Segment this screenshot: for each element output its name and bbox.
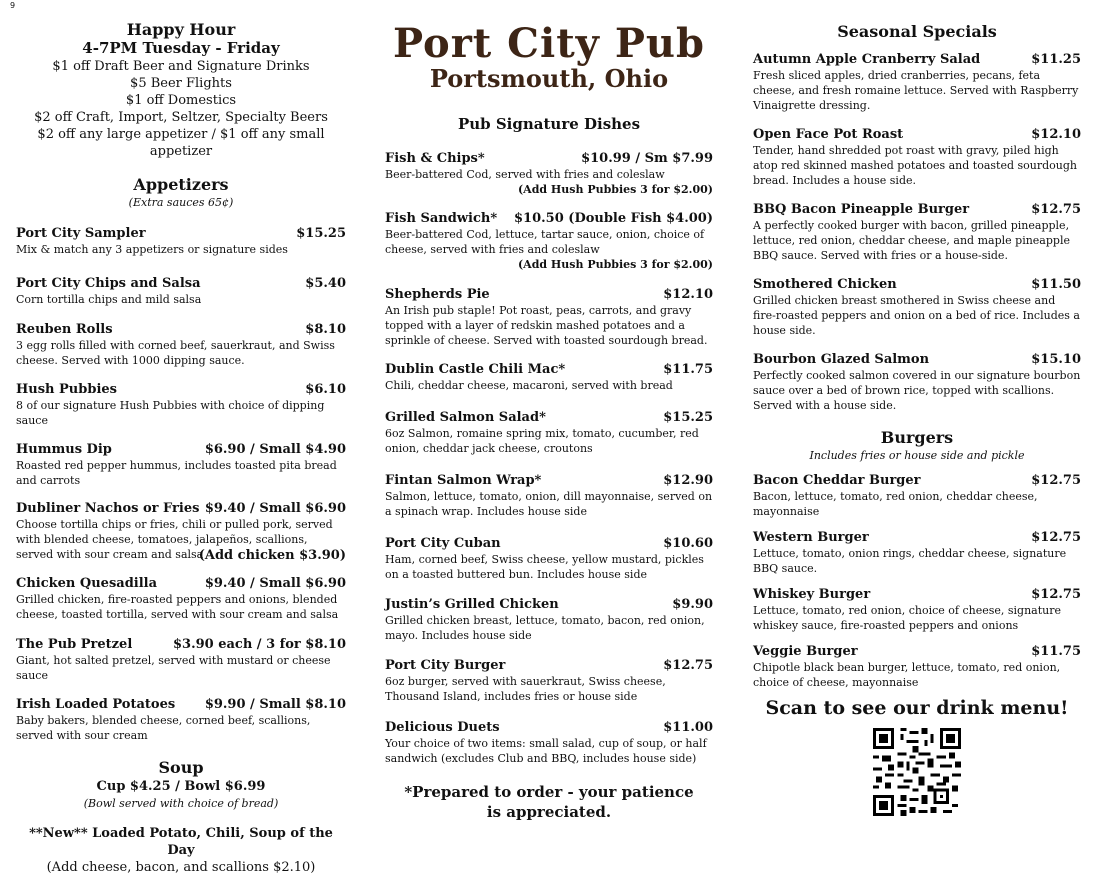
logo-subtitle: Portsmouth, Ohio bbox=[429, 64, 669, 93]
item-description: Tender, hand shredded pot roast with gravy, piled high atop red skinned mashed potatoes and toasted sourdough bread. Includes a house side. bbox=[753, 144, 1077, 187]
item-description: Your choice of two items: small salad, cup of soup, or half sandwich (excludes Club and BBQ, includes house side) bbox=[385, 737, 707, 765]
item-description: Beer-battered Cod, lettuce, tartar sauce, onion, choice of cheese, served with fries and coleslaw bbox=[385, 228, 705, 256]
item-price: $11.25 bbox=[1031, 52, 1081, 67]
item-description: Chipotle black bean burger, lettuce, tomato, red onion, choice of cheese, mayonnaise bbox=[753, 661, 1061, 689]
menu-item bbox=[753, 277, 1081, 338]
item-price: $6.90 / Small $4.90 bbox=[204, 442, 346, 457]
item-description: Mix & match any 3 appetizers or signature sides bbox=[16, 243, 288, 256]
menu-item bbox=[753, 52, 1081, 113]
item-description: Grilled chicken, fire-roasted peppers and onions, blended cheese, toasted tortilla, served with sour cream and salsa bbox=[16, 593, 339, 621]
item-name: Dublin Castle Chili Mac* bbox=[385, 362, 566, 377]
soup-note: (Bowl served with choice of bread) bbox=[83, 797, 279, 810]
item-description: Grilled chicken breast, lettuce, tomato, bacon, red onion, mayo. Includes house side bbox=[385, 614, 705, 642]
item-name: Reuben Rolls bbox=[16, 322, 113, 337]
item-name: Bourbon Glazed Salmon bbox=[753, 352, 930, 367]
item-name: Smothered Chicken bbox=[753, 277, 897, 292]
item-price: $12.10 bbox=[1031, 127, 1081, 142]
happy-hour-deal: $1 off Draft Beer and Signature Drinks bbox=[52, 59, 310, 74]
appetizers-title: Appetizers bbox=[133, 175, 229, 194]
logo-title: Port City Pub bbox=[393, 20, 705, 67]
item-add-on: (Add chicken $3.90) bbox=[198, 548, 346, 563]
menu-item bbox=[16, 276, 346, 307]
item-price: $15.10 bbox=[1031, 352, 1081, 367]
item-add-on: (Add Hush Pubbies 3 for $2.00) bbox=[517, 258, 713, 271]
prepared-to-order-note: *Prepared to order - your patience is appreciated. bbox=[404, 783, 694, 821]
item-price: $11.75 bbox=[1031, 644, 1081, 659]
item-description: Lettuce, tomato, onion rings, cheddar cheese, signature BBQ sauce. bbox=[753, 547, 1067, 575]
menu-item bbox=[753, 352, 1081, 413]
menu-item bbox=[385, 473, 713, 519]
page-number: 9 bbox=[10, 1, 16, 10]
item-name: BBQ Bacon Pineapple Burger bbox=[753, 202, 970, 217]
soup-prices: Cup $4.25 / Bowl $6.99 bbox=[96, 779, 266, 794]
menu-item bbox=[16, 501, 346, 563]
item-name: Irish Loaded Potatoes bbox=[16, 697, 176, 712]
item-name: Dubliner Nachos or Fries bbox=[16, 501, 200, 516]
menu-item bbox=[16, 226, 346, 257]
burgers-title: Burgers bbox=[880, 428, 954, 447]
item-description: Giant, hot salted pretzel, served with mustard or cheese sauce bbox=[16, 654, 331, 682]
soup-special: **New** Loaded Potato, Chili, Soup of the Day bbox=[29, 826, 333, 858]
menu-item bbox=[385, 536, 713, 582]
menu-item bbox=[385, 658, 713, 704]
menu-item bbox=[753, 587, 1081, 633]
item-price: $12.75 bbox=[1031, 473, 1081, 488]
happy-hour-deal: $1 off Domestics bbox=[125, 93, 237, 108]
item-description: Salmon, lettuce, tomato, onion, dill mayonnaise, served on a spinach wrap. Includes house side bbox=[385, 490, 713, 518]
item-name: Port City Burger bbox=[385, 658, 506, 673]
item-name: Hush Pubbies bbox=[16, 382, 117, 397]
item-price: $11.50 bbox=[1031, 277, 1081, 292]
menu-item bbox=[385, 410, 713, 456]
item-name: Veggie Burger bbox=[753, 644, 858, 659]
menu-item bbox=[16, 697, 346, 743]
item-price: $9.90 / Small $8.10 bbox=[204, 697, 346, 712]
item-description: Fresh sliced apples, dried cranberries, pecans, feta cheese, and fresh romaine lettuce. Served with Raspberry Vinaigrette dressing. bbox=[753, 69, 1079, 112]
item-description: 8 of our signature Hush Pubbies with choice of dipping sauce bbox=[16, 399, 325, 427]
soup-special-note: (Add cheese, bacon, and scallions $2.10) bbox=[46, 860, 316, 875]
item-description: A perfectly cooked burger with bacon, grilled pineapple, lettuce, red onion, cheddar cheese, and maple pineapple BBQ sauce. Served with fries or a house-side. bbox=[753, 219, 1070, 262]
item-description: Corn tortilla chips and mild salsa bbox=[16, 293, 202, 306]
menu-item bbox=[385, 211, 713, 272]
menu-item bbox=[16, 382, 346, 428]
item-name: Delicious Duets bbox=[385, 720, 500, 735]
menu-item bbox=[385, 151, 713, 197]
item-price: $10.99 / Sm $7.99 bbox=[581, 151, 713, 166]
signature-title: Pub Signature Dishes bbox=[457, 115, 641, 133]
menu-item bbox=[753, 473, 1081, 519]
drink-menu-label: Scan to see our drink menu! bbox=[765, 697, 1069, 719]
menu-item bbox=[16, 322, 346, 368]
menu-item bbox=[753, 127, 1081, 188]
item-description: Bacon, lettuce, tomato, red onion, cheddar cheese, mayonnaise bbox=[753, 490, 1038, 518]
item-name: Shepherds Pie bbox=[385, 287, 490, 302]
happy-hour-deal: $5 Beer Flights bbox=[130, 76, 232, 91]
menu-item bbox=[385, 287, 713, 348]
item-add-on: (Add Hush Pubbies 3 for $2.00) bbox=[517, 183, 713, 196]
appetizers-note: (Extra sauces 65¢) bbox=[128, 196, 234, 209]
item-name: Bacon Cheddar Burger bbox=[753, 473, 921, 488]
item-price: $3.90 each / 3 for $8.10 bbox=[172, 637, 346, 652]
item-price: $12.75 bbox=[1031, 202, 1081, 217]
item-name: Fish Sandwich* bbox=[385, 211, 498, 226]
item-name: Autumn Apple Cranberry Salad bbox=[753, 52, 981, 67]
soup-title: Soup bbox=[158, 758, 204, 777]
item-price: $12.90 bbox=[663, 473, 713, 488]
item-description: 6oz burger, served with sauerkraut, Swiss cheese, Thousand Island, includes fries or house side bbox=[385, 675, 666, 703]
item-description: An Irish pub staple! Pot roast, peas, carrots, and gravy topped with a layer of redskin mashed potatoes and a sprinkle of cheese. Served with toasted sourdough bread. bbox=[385, 304, 708, 347]
item-price: $12.75 bbox=[1031, 530, 1081, 545]
menu-item bbox=[16, 637, 346, 683]
item-description: Lettuce, tomato, red onion, choice of cheese, signature whiskey sauce, fire-roasted peppers and onions bbox=[753, 604, 1061, 632]
menu-item bbox=[385, 597, 713, 643]
qr-code-icon[interactable] bbox=[873, 728, 961, 816]
item-name: Fish & Chips* bbox=[385, 151, 485, 166]
item-description: Choose tortilla chips or fries, chili or pulled pork, served with blended cheese, tomatoes, jalapeños, scallions, served with sour cream and salsa bbox=[16, 518, 333, 561]
item-name: Port City Cuban bbox=[385, 536, 501, 551]
seasonal-title: Seasonal Specials bbox=[837, 22, 997, 41]
happy-hour-title: Happy Hour bbox=[126, 20, 236, 39]
happy-hour-deal: $2 off any large appetizer / $1 off any small appetizer bbox=[37, 127, 325, 159]
menu-item bbox=[753, 202, 1081, 263]
item-description: Beer-battered Cod, served with fries and coleslaw bbox=[385, 168, 665, 181]
item-price: $12.10 bbox=[663, 287, 713, 302]
burgers-note: Includes fries or house side and pickle bbox=[809, 449, 1025, 462]
item-description: Chili, cheddar cheese, macaroni, served with bread bbox=[385, 379, 673, 392]
item-price: $15.25 bbox=[663, 410, 713, 425]
item-name: Fintan Salmon Wrap* bbox=[385, 473, 542, 488]
middle-column bbox=[385, 0, 713, 822]
item-name: Chicken Quesadilla bbox=[16, 576, 158, 591]
item-price: $9.40 / Small $6.90 bbox=[204, 501, 346, 516]
item-name: Open Face Pot Roast bbox=[753, 127, 904, 142]
item-description: Perfectly cooked salmon covered in our signature bourbon sauce over a bed of brown rice, topped with scallions. Served with a house side. bbox=[753, 369, 1081, 412]
item-name: Western Burger bbox=[753, 530, 869, 545]
item-description: 3 egg rolls filled with corned beef, sauerkraut, and Swiss cheese. Served with 1000 dipping sauce. bbox=[16, 339, 335, 367]
item-price: $10.60 bbox=[663, 536, 713, 551]
happy-hour-hours: 4-7PM Tuesday - Friday bbox=[82, 39, 280, 57]
item-price: $15.25 bbox=[296, 226, 346, 241]
item-description: Ham, corned beef, Swiss cheese, yellow mustard, pickles on a toasted buttered bun. Includes house side bbox=[385, 553, 704, 581]
item-price: $11.75 bbox=[663, 362, 713, 377]
item-name: Port City Chips and Salsa bbox=[16, 276, 201, 291]
menu-item bbox=[753, 644, 1081, 690]
left-column bbox=[16, 0, 346, 876]
item-description: 6oz Salmon, romaine spring mix, tomato, cucumber, red onion, cheddar jack cheese, croutons bbox=[385, 427, 699, 455]
item-description: Roasted red pepper hummus, includes toasted pita bread and carrots bbox=[16, 459, 337, 487]
item-description: Baby bakers, blended cheese, corned beef, scallions, served with sour cream bbox=[16, 714, 311, 742]
item-price: $9.40 / Small $6.90 bbox=[204, 576, 346, 591]
item-price: $10.50 (Double Fish $4.00) bbox=[514, 211, 713, 226]
item-price: $6.10 bbox=[305, 382, 346, 397]
item-price: $8.10 bbox=[305, 322, 346, 337]
item-price: $12.75 bbox=[663, 658, 713, 673]
item-price: $11.00 bbox=[663, 720, 713, 735]
menu-item bbox=[753, 530, 1081, 576]
happy-hour-section bbox=[16, 20, 346, 160]
right-column bbox=[753, 0, 1081, 816]
item-name: Hummus Dip bbox=[16, 442, 112, 457]
menu-item bbox=[385, 720, 713, 766]
item-name: Justin’s Grilled Chicken bbox=[385, 597, 559, 612]
item-description: Grilled chicken breast smothered in Swiss cheese and fire-roasted peppers and onion on a bed of rice. Includes a house side. bbox=[753, 294, 1080, 337]
happy-hour-deal: $2 off Craft, Import, Seltzer, Specialty Beers bbox=[34, 110, 328, 125]
item-price: $5.40 bbox=[305, 276, 346, 291]
item-price: $12.75 bbox=[1031, 587, 1081, 602]
menu-item bbox=[16, 576, 346, 622]
item-name: The Pub Pretzel bbox=[16, 637, 133, 652]
item-name: Grilled Salmon Salad* bbox=[385, 410, 546, 425]
logo bbox=[385, 22, 713, 92]
menu-item bbox=[16, 442, 346, 488]
item-name: Whiskey Burger bbox=[753, 587, 871, 602]
item-price: $9.90 bbox=[672, 597, 713, 612]
menu-item bbox=[385, 362, 713, 393]
item-name: Port City Sampler bbox=[16, 226, 146, 241]
